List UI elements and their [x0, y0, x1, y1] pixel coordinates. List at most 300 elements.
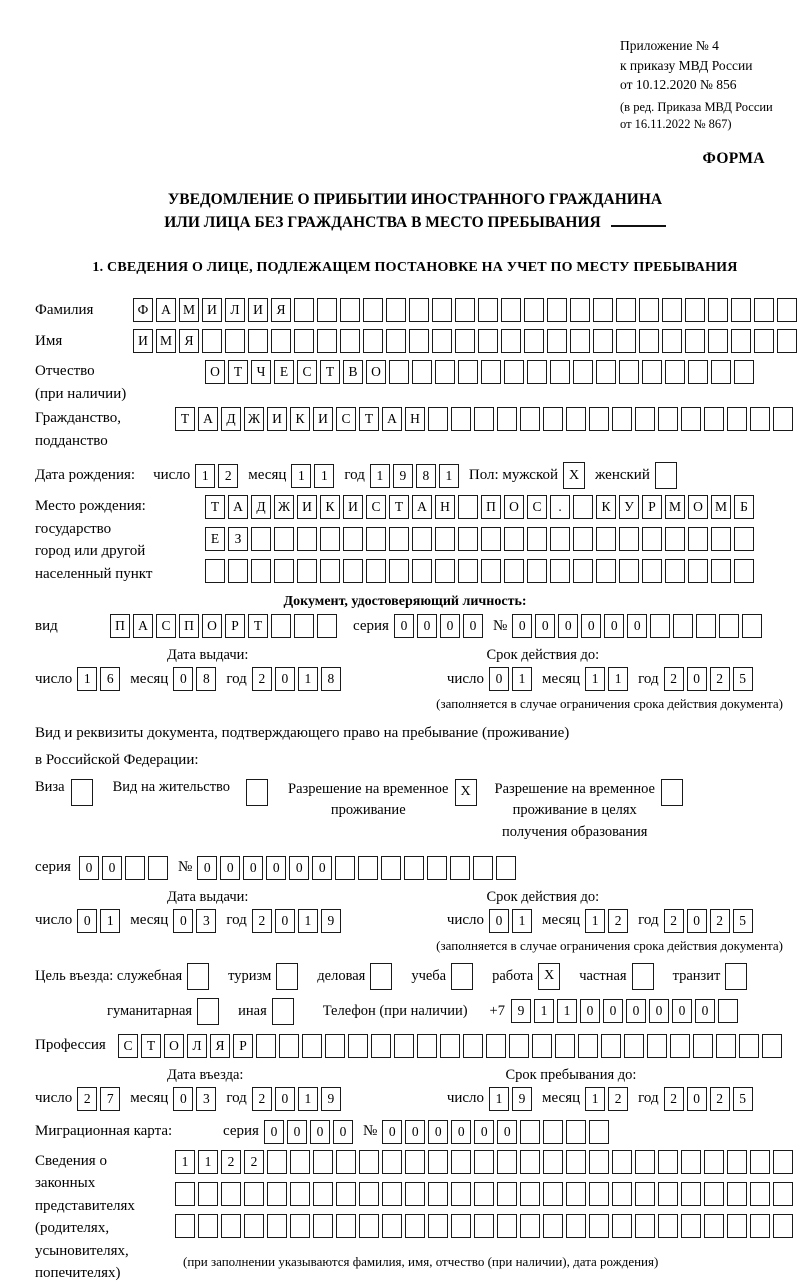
char-cell[interactable] — [267, 1150, 287, 1174]
char-cell[interactable]: 0 — [173, 909, 193, 933]
char-cell[interactable] — [317, 329, 337, 353]
char-cell[interactable]: 2 — [664, 1087, 684, 1111]
char-cell[interactable]: У — [619, 495, 639, 519]
char-cell[interactable]: 1 — [314, 464, 334, 488]
char-cell[interactable] — [509, 1034, 529, 1058]
char-cell[interactable] — [481, 360, 501, 384]
char-cell[interactable] — [497, 407, 517, 431]
char-cell[interactable] — [276, 963, 298, 990]
purpose-tourism-checkbox[interactable] — [276, 963, 298, 990]
char-cell[interactable]: 0 — [581, 614, 601, 638]
char-cell[interactable] — [125, 856, 145, 880]
char-cell[interactable] — [336, 1182, 356, 1206]
citizenship-cells[interactable] — [175, 407, 793, 431]
char-cell[interactable] — [381, 856, 401, 880]
char-cell[interactable] — [313, 1150, 333, 1174]
char-cell[interactable] — [566, 1150, 586, 1174]
char-cell[interactable] — [635, 1182, 655, 1206]
char-cell[interactable] — [271, 329, 291, 353]
char-cell[interactable]: 1 — [439, 464, 459, 488]
char-cell[interactable]: 0 — [428, 1120, 448, 1144]
char-cell[interactable] — [524, 298, 544, 322]
char-cell[interactable]: А — [228, 495, 248, 519]
char-cell[interactable]: 1 — [100, 909, 120, 933]
char-cell[interactable] — [302, 1034, 322, 1058]
char-cell[interactable] — [624, 1034, 644, 1058]
char-cell[interactable]: 0 — [695, 999, 715, 1023]
migration-series-cells[interactable] — [264, 1120, 353, 1144]
char-cell[interactable] — [635, 1150, 655, 1174]
char-cell[interactable] — [205, 559, 225, 583]
char-cell[interactable] — [711, 559, 731, 583]
char-cell[interactable] — [267, 1214, 287, 1238]
char-cell[interactable]: 1 — [195, 464, 215, 488]
char-cell[interactable]: С — [527, 495, 547, 519]
doc-issue-year-cells[interactable] — [252, 667, 341, 691]
char-cell[interactable] — [593, 298, 613, 322]
char-cell[interactable] — [688, 559, 708, 583]
char-cell[interactable]: 0 — [310, 1120, 330, 1144]
char-cell[interactable]: Т — [389, 495, 409, 519]
doc-valid-year-cells[interactable] — [664, 667, 753, 691]
char-cell[interactable] — [566, 1120, 586, 1144]
char-cell[interactable] — [313, 1182, 333, 1206]
char-cell[interactable] — [543, 1214, 563, 1238]
char-cell[interactable] — [688, 360, 708, 384]
char-cell[interactable] — [543, 407, 563, 431]
char-cell[interactable] — [389, 559, 409, 583]
char-cell[interactable]: Т — [228, 360, 248, 384]
doc-valid-day-cells[interactable] — [489, 667, 532, 691]
char-cell[interactable] — [734, 559, 754, 583]
char-cell[interactable] — [742, 614, 762, 638]
char-cell[interactable] — [731, 298, 751, 322]
char-cell[interactable] — [451, 963, 473, 990]
char-cell[interactable] — [642, 360, 662, 384]
char-cell[interactable] — [754, 329, 774, 353]
sex-male-checkbox[interactable] — [563, 462, 585, 489]
char-cell[interactable] — [197, 998, 219, 1025]
char-cell[interactable] — [527, 559, 547, 583]
char-cell[interactable] — [662, 298, 682, 322]
char-cell[interactable]: 0 — [394, 614, 414, 638]
char-cell[interactable]: Л — [187, 1034, 207, 1058]
char-cell[interactable]: 1 — [370, 464, 390, 488]
char-cell[interactable] — [708, 298, 728, 322]
char-cell[interactable] — [566, 1214, 586, 1238]
char-cell[interactable] — [612, 1150, 632, 1174]
char-cell[interactable] — [658, 1150, 678, 1174]
char-cell[interactable]: 0 — [287, 1120, 307, 1144]
char-cell[interactable] — [589, 1150, 609, 1174]
purpose-official-checkbox[interactable] — [187, 963, 209, 990]
char-cell[interactable]: 0 — [580, 999, 600, 1023]
char-cell[interactable]: 1 — [291, 464, 311, 488]
char-cell[interactable] — [665, 527, 685, 551]
char-cell[interactable]: 0 — [289, 856, 309, 880]
char-cell[interactable] — [773, 1150, 793, 1174]
char-cell[interactable] — [458, 495, 478, 519]
char-cell[interactable] — [474, 1150, 494, 1174]
char-cell[interactable] — [589, 407, 609, 431]
char-cell[interactable]: 9 — [512, 1087, 532, 1111]
char-cell[interactable] — [451, 1182, 471, 1206]
char-cell[interactable] — [394, 1034, 414, 1058]
char-cell[interactable]: 0 — [626, 999, 646, 1023]
char-cell[interactable] — [366, 559, 386, 583]
char-cell[interactable] — [685, 329, 705, 353]
birth-day-cells[interactable] — [195, 464, 238, 488]
char-cell[interactable]: 0 — [173, 667, 193, 691]
char-cell[interactable] — [543, 1182, 563, 1206]
char-cell[interactable]: X — [563, 462, 585, 489]
char-cell[interactable] — [432, 329, 452, 353]
char-cell[interactable]: 9 — [393, 464, 413, 488]
char-cell[interactable] — [428, 407, 448, 431]
char-cell[interactable]: 0 — [79, 856, 99, 880]
char-cell[interactable] — [317, 614, 337, 638]
char-cell[interactable]: 2 — [252, 909, 272, 933]
char-cell[interactable] — [589, 1214, 609, 1238]
char-cell[interactable]: Р — [642, 495, 662, 519]
char-cell[interactable] — [382, 1214, 402, 1238]
char-cell[interactable] — [363, 298, 383, 322]
char-cell[interactable]: П — [179, 614, 199, 638]
char-cell[interactable]: 0 — [264, 1120, 284, 1144]
char-cell[interactable]: 1 — [585, 1087, 605, 1111]
char-cell[interactable]: А — [133, 614, 153, 638]
char-cell[interactable]: Н — [435, 495, 455, 519]
char-cell[interactable]: 1 — [608, 667, 628, 691]
char-cell[interactable]: С — [118, 1034, 138, 1058]
char-cell[interactable]: 9 — [511, 999, 531, 1023]
char-cell[interactable]: Р — [233, 1034, 253, 1058]
char-cell[interactable] — [290, 1182, 310, 1206]
char-cell[interactable] — [750, 1150, 770, 1174]
char-cell[interactable] — [382, 1182, 402, 1206]
char-cell[interactable]: 0 — [497, 1120, 517, 1144]
char-cell[interactable] — [639, 329, 659, 353]
char-cell[interactable] — [451, 407, 471, 431]
char-cell[interactable]: Д — [251, 495, 271, 519]
char-cell[interactable]: 9 — [321, 909, 341, 933]
char-cell[interactable] — [343, 559, 363, 583]
char-cell[interactable] — [762, 1034, 782, 1058]
char-cell[interactable] — [673, 614, 693, 638]
char-cell[interactable] — [734, 527, 754, 551]
char-cell[interactable] — [520, 1214, 540, 1238]
char-cell[interactable] — [612, 1214, 632, 1238]
char-cell[interactable] — [612, 407, 632, 431]
char-cell[interactable] — [704, 1214, 724, 1238]
char-cell[interactable] — [711, 360, 731, 384]
temp-residence-edu-checkbox[interactable] — [661, 779, 683, 806]
char-cell[interactable] — [670, 1034, 690, 1058]
char-cell[interactable]: И — [313, 407, 333, 431]
char-cell[interactable] — [501, 298, 521, 322]
char-cell[interactable]: 0 — [173, 1087, 193, 1111]
char-cell[interactable]: 0 — [535, 614, 555, 638]
permit-valid-year-cells[interactable] — [664, 909, 753, 933]
char-cell[interactable] — [501, 329, 521, 353]
char-cell[interactable]: 1 — [512, 909, 532, 933]
doc-series-cells[interactable] — [394, 614, 483, 638]
representatives-row3-cells[interactable] — [175, 1214, 793, 1238]
char-cell[interactable] — [527, 527, 547, 551]
char-cell[interactable] — [290, 1150, 310, 1174]
char-cell[interactable] — [294, 614, 314, 638]
char-cell[interactable]: 1 — [175, 1150, 195, 1174]
char-cell[interactable]: 2 — [664, 667, 684, 691]
char-cell[interactable] — [773, 1214, 793, 1238]
char-cell[interactable] — [662, 329, 682, 353]
char-cell[interactable] — [665, 559, 685, 583]
char-cell[interactable] — [317, 298, 337, 322]
char-cell[interactable]: Я — [179, 329, 199, 353]
char-cell[interactable] — [650, 614, 670, 638]
char-cell[interactable] — [693, 1034, 713, 1058]
char-cell[interactable]: . — [550, 495, 570, 519]
char-cell[interactable]: 1 — [512, 667, 532, 691]
char-cell[interactable]: Ж — [274, 495, 294, 519]
char-cell[interactable]: И — [248, 298, 268, 322]
char-cell[interactable]: 2 — [221, 1150, 241, 1174]
char-cell[interactable] — [573, 527, 593, 551]
char-cell[interactable]: М — [711, 495, 731, 519]
char-cell[interactable] — [386, 298, 406, 322]
profession-cells[interactable] — [118, 1034, 782, 1058]
char-cell[interactable] — [435, 559, 455, 583]
char-cell[interactable] — [596, 559, 616, 583]
char-cell[interactable]: 0 — [102, 856, 122, 880]
residence-permit-checkbox[interactable] — [246, 779, 268, 806]
char-cell[interactable] — [497, 1150, 517, 1174]
char-cell[interactable] — [251, 559, 271, 583]
char-cell[interactable] — [731, 329, 751, 353]
char-cell[interactable]: А — [412, 495, 432, 519]
char-cell[interactable] — [593, 329, 613, 353]
char-cell[interactable] — [658, 1214, 678, 1238]
char-cell[interactable]: М — [179, 298, 199, 322]
char-cell[interactable] — [578, 1034, 598, 1058]
char-cell[interactable]: Е — [274, 360, 294, 384]
char-cell[interactable]: 0 — [649, 999, 669, 1023]
char-cell[interactable] — [366, 527, 386, 551]
purpose-business-checkbox[interactable] — [370, 963, 392, 990]
char-cell[interactable] — [412, 527, 432, 551]
char-cell[interactable]: 2 — [608, 1087, 628, 1111]
permit-issue-month-cells[interactable] — [173, 909, 216, 933]
char-cell[interactable] — [716, 1034, 736, 1058]
char-cell[interactable]: В — [343, 360, 363, 384]
char-cell[interactable] — [555, 1034, 575, 1058]
char-cell[interactable]: 1 — [298, 667, 318, 691]
char-cell[interactable]: 2 — [664, 909, 684, 933]
char-cell[interactable]: Т — [359, 407, 379, 431]
char-cell[interactable] — [711, 527, 731, 551]
doc-issue-month-cells[interactable] — [173, 667, 216, 691]
char-cell[interactable]: 6 — [100, 667, 120, 691]
char-cell[interactable]: 0 — [312, 856, 332, 880]
char-cell[interactable] — [543, 1120, 563, 1144]
surname-cells[interactable] — [133, 298, 797, 322]
char-cell[interactable]: 2 — [218, 464, 238, 488]
char-cell[interactable] — [246, 779, 268, 806]
char-cell[interactable] — [389, 360, 409, 384]
char-cell[interactable]: 2 — [244, 1150, 264, 1174]
char-cell[interactable] — [313, 1214, 333, 1238]
char-cell[interactable] — [221, 1214, 241, 1238]
char-cell[interactable] — [550, 527, 570, 551]
char-cell[interactable] — [704, 1150, 724, 1174]
char-cell[interactable] — [739, 1034, 759, 1058]
char-cell[interactable] — [389, 527, 409, 551]
char-cell[interactable]: 1 — [77, 667, 97, 691]
char-cell[interactable] — [696, 614, 716, 638]
char-cell[interactable] — [297, 527, 317, 551]
char-cell[interactable]: Б — [734, 495, 754, 519]
char-cell[interactable] — [596, 527, 616, 551]
char-cell[interactable]: Я — [271, 298, 291, 322]
char-cell[interactable]: 1 — [585, 667, 605, 691]
char-cell[interactable]: Т — [320, 360, 340, 384]
char-cell[interactable] — [474, 407, 494, 431]
char-cell[interactable]: М — [156, 329, 176, 353]
char-cell[interactable]: 0 — [266, 856, 286, 880]
name-cells[interactable] — [133, 329, 797, 353]
permit-issue-day-cells[interactable] — [77, 909, 120, 933]
char-cell[interactable] — [458, 360, 478, 384]
char-cell[interactable]: Т — [248, 614, 268, 638]
char-cell[interactable] — [481, 527, 501, 551]
birthplace-row2-cells[interactable] — [205, 527, 754, 551]
char-cell[interactable]: X — [538, 963, 560, 990]
char-cell[interactable]: О — [688, 495, 708, 519]
char-cell[interactable] — [409, 298, 429, 322]
char-cell[interactable] — [520, 1182, 540, 1206]
char-cell[interactable]: X — [455, 779, 477, 806]
char-cell[interactable]: 1 — [489, 1087, 509, 1111]
permit-valid-month-cells[interactable] — [585, 909, 628, 933]
char-cell[interactable] — [478, 329, 498, 353]
char-cell[interactable] — [412, 360, 432, 384]
char-cell[interactable] — [458, 527, 478, 551]
char-cell[interactable]: 3 — [196, 909, 216, 933]
char-cell[interactable] — [661, 779, 683, 806]
char-cell[interactable] — [496, 856, 516, 880]
char-cell[interactable]: А — [198, 407, 218, 431]
entry-day-cells[interactable] — [77, 1087, 120, 1111]
stay-year-cells[interactable] — [664, 1087, 753, 1111]
char-cell[interactable] — [228, 559, 248, 583]
stay-day-cells[interactable] — [489, 1087, 532, 1111]
phone-cells[interactable] — [511, 999, 738, 1023]
char-cell[interactable] — [359, 1214, 379, 1238]
char-cell[interactable]: 0 — [672, 999, 692, 1023]
char-cell[interactable] — [550, 360, 570, 384]
doc-type-cells[interactable] — [110, 614, 337, 638]
char-cell[interactable] — [750, 1214, 770, 1238]
char-cell[interactable] — [665, 360, 685, 384]
purpose-work-checkbox[interactable] — [538, 963, 560, 990]
char-cell[interactable] — [455, 298, 475, 322]
char-cell[interactable] — [405, 1150, 425, 1174]
char-cell[interactable] — [719, 614, 739, 638]
char-cell[interactable] — [704, 1182, 724, 1206]
char-cell[interactable] — [279, 1034, 299, 1058]
char-cell[interactable]: 0 — [275, 667, 295, 691]
char-cell[interactable]: К — [596, 495, 616, 519]
char-cell[interactable]: 2 — [252, 1087, 272, 1111]
char-cell[interactable] — [359, 1150, 379, 1174]
char-cell[interactable]: 0 — [417, 614, 437, 638]
char-cell[interactable]: О — [205, 360, 225, 384]
char-cell[interactable] — [773, 407, 793, 431]
migration-number-cells[interactable] — [382, 1120, 609, 1144]
char-cell[interactable]: О — [504, 495, 524, 519]
char-cell[interactable] — [635, 1214, 655, 1238]
char-cell[interactable]: Р — [225, 614, 245, 638]
char-cell[interactable] — [566, 407, 586, 431]
char-cell[interactable]: 3 — [196, 1087, 216, 1111]
char-cell[interactable]: Т — [205, 495, 225, 519]
char-cell[interactable]: 0 — [687, 909, 707, 933]
char-cell[interactable] — [725, 963, 747, 990]
char-cell[interactable] — [274, 559, 294, 583]
char-cell[interactable]: 0 — [603, 999, 623, 1023]
char-cell[interactable]: 1 — [298, 1087, 318, 1111]
char-cell[interactable]: К — [320, 495, 340, 519]
entry-year-cells[interactable] — [252, 1087, 341, 1111]
char-cell[interactable]: 2 — [252, 667, 272, 691]
char-cell[interactable] — [601, 1034, 621, 1058]
representatives-row1-cells[interactable] — [175, 1150, 793, 1174]
char-cell[interactable] — [451, 1150, 471, 1174]
char-cell[interactable]: О — [366, 360, 386, 384]
char-cell[interactable] — [386, 329, 406, 353]
char-cell[interactable] — [658, 407, 678, 431]
char-cell[interactable] — [718, 999, 738, 1023]
char-cell[interactable] — [547, 329, 567, 353]
char-cell[interactable] — [382, 1150, 402, 1174]
char-cell[interactable] — [566, 1182, 586, 1206]
char-cell[interactable] — [427, 856, 447, 880]
char-cell[interactable]: 1 — [298, 909, 318, 933]
char-cell[interactable] — [244, 1182, 264, 1206]
char-cell[interactable] — [428, 1150, 448, 1174]
char-cell[interactable] — [71, 779, 93, 806]
char-cell[interactable] — [451, 1214, 471, 1238]
char-cell[interactable]: 0 — [382, 1120, 402, 1144]
char-cell[interactable]: 0 — [275, 1087, 295, 1111]
char-cell[interactable]: М — [665, 495, 685, 519]
char-cell[interactable] — [244, 1214, 264, 1238]
char-cell[interactable] — [704, 407, 724, 431]
char-cell[interactable] — [619, 527, 639, 551]
char-cell[interactable] — [616, 329, 636, 353]
char-cell[interactable]: 7 — [100, 1087, 120, 1111]
char-cell[interactable] — [532, 1034, 552, 1058]
char-cell[interactable] — [435, 527, 455, 551]
char-cell[interactable]: 0 — [220, 856, 240, 880]
purpose-other-checkbox[interactable] — [272, 998, 294, 1025]
char-cell[interactable] — [543, 1150, 563, 1174]
birthplace-row1-cells[interactable] — [205, 495, 754, 519]
char-cell[interactable] — [658, 1182, 678, 1206]
char-cell[interactable] — [777, 329, 797, 353]
char-cell[interactable] — [474, 1182, 494, 1206]
char-cell[interactable] — [294, 298, 314, 322]
